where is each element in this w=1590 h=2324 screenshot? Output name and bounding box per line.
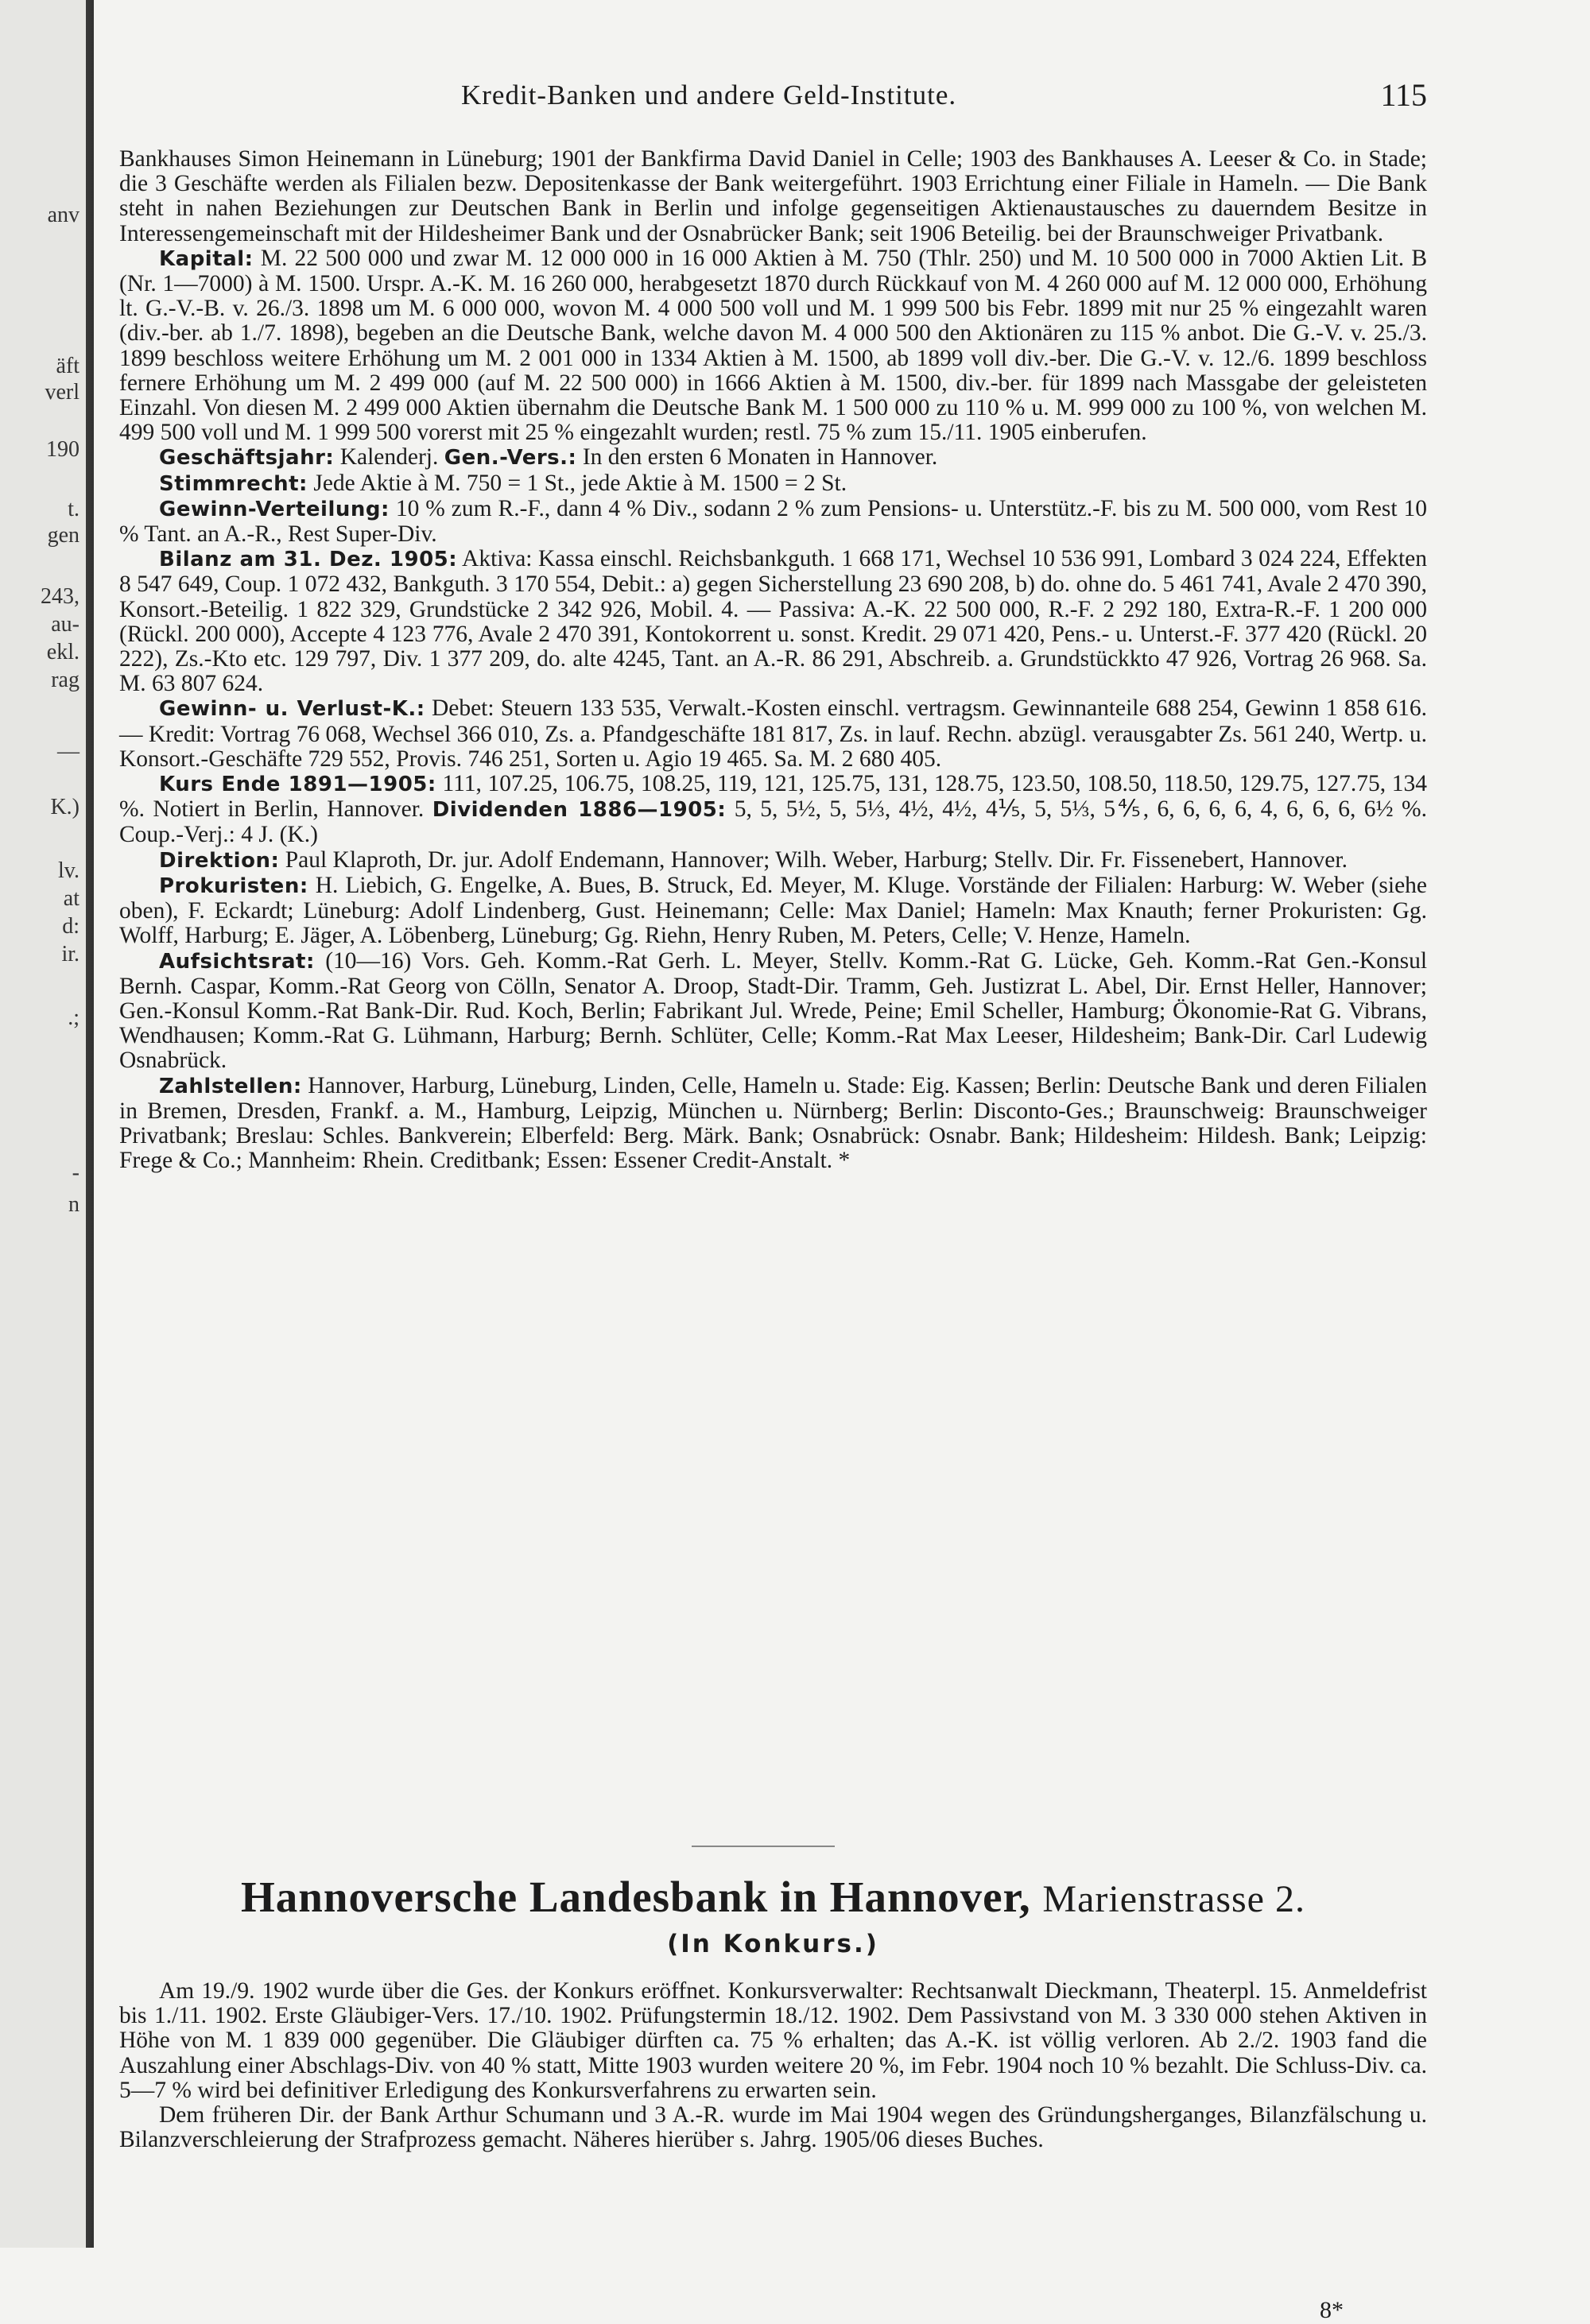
entry-paragraph: Dem früheren Dir. der Bank Arthur Schumann und 3 A.-R. wurde im Mai 1904 wegen des Gründungsherganges, Bilanzfälschung u. Bilanzverschleierung der Strafprozess gemacht. Näheres hierüber s. Jahrg. 1905/06 dieses Buches. xyxy=(119,2102,1427,2153)
field-label: Stimmrecht: xyxy=(159,471,308,496)
entry-paragraph xyxy=(119,1074,1427,1174)
entry-paragraph xyxy=(119,497,1427,547)
entry-paragraph xyxy=(119,696,1427,772)
paragraph-text: Kalenderj. xyxy=(339,444,439,471)
page-number: 115 xyxy=(1380,77,1427,113)
gutter-fragment: t. xyxy=(68,497,80,521)
entry-paragraph xyxy=(119,873,1427,949)
bank-entry-body xyxy=(119,147,1427,1173)
gutter-fragment: rag xyxy=(51,668,80,692)
gutter-fragment: - xyxy=(72,1160,80,1185)
gutter-fragment: .; xyxy=(68,1005,80,1030)
konkurs-entry-body xyxy=(119,1979,1427,2152)
field-label: Prokuristen: xyxy=(159,873,308,898)
field-label: Zahlstellen: xyxy=(159,1074,302,1098)
entry-paragraph xyxy=(119,246,1427,446)
field-label: Gen.-Vers.: xyxy=(444,446,577,471)
running-title: Kredit-Banken und andere Geld-Institute. xyxy=(461,79,957,110)
paragraph-text: 5, 5, 5½, 5, 5⅓, 4½, 4½, 4⅕, 5, 5⅓, 5⅘, 6, 6, 6, 6, 4, 6, 6, 6, 6½ %. Coup.-Verj.: 4 J. (K.) xyxy=(119,796,1428,848)
gutter-fragment: lv. xyxy=(58,858,80,883)
gutter-fragment: at xyxy=(63,886,80,911)
paragraph-text: 111, 107.25, 106.75, 108.25, 119, 121, 125.75, 131, 128.75, 123.50, 108.50, 118.50, 129.75, 127.75, 134 %. Notiert in Berlin, Hannover. xyxy=(119,771,1428,823)
signature-mark: 8* xyxy=(1320,2297,1344,2323)
paragraph-text: (10—16) Vors. Geh. Komm.-Rat Gerh. L. Meyer, Stellv. Komm.-Rat G. Lücke, Geh. Komm.-Rat Gen.-Konsul Bernh. Caspar, Komm.-Rat Georg von Cölln, Senator A. Droop, Stadt-Dir. Tramm, Geh. Justizrat L. Abel, Dir. Ernst Heller, Hannover; Gen.-Konsul Komm.-Rat Bank-Dir. Rud. Koch, Berlin; Fabrikant Jul. Wrede, Peine; Emil Scheller, Hamburg; Ökonomie-Rat G. Vibrans, Wendhausen; Komm.-Rat G. Lühmann, Harburg; Bernh. Schlüter, Celle; Komm.-Rat Max Leeser, Hildesheim; Bank-Dir. Carl Ludewig Osnabrück. xyxy=(119,947,1428,1074)
gutter-fragment: n xyxy=(68,1192,80,1217)
entry-paragraph xyxy=(119,949,1427,1074)
entry-paragraph xyxy=(119,471,1427,497)
field-label: Bilanz am 31. Dez. 1905: xyxy=(159,548,458,572)
gutter-fragment: — xyxy=(57,739,80,764)
field-label: Direktion: xyxy=(159,848,280,873)
gutter-fragment: K.) xyxy=(50,795,80,819)
binding-shadow xyxy=(86,0,94,2248)
gutter-fragment: ekl. xyxy=(46,640,80,664)
field-label: Kurs Ende 1891—1905: xyxy=(159,773,436,797)
entry-paragraph xyxy=(119,848,1427,873)
gutter-fragment: au- xyxy=(51,612,80,637)
gutter-fragment: 243, xyxy=(41,584,80,609)
bank-address: Marienstrasse 2. xyxy=(1042,1878,1305,1920)
field-label: Gewinn- u. Verlust-K.: xyxy=(159,697,425,722)
facing-page-gutter xyxy=(0,0,94,2248)
gutter-fragment: 190 xyxy=(46,437,80,462)
entry-paragraph xyxy=(119,445,1427,471)
field-label: Kapital: xyxy=(159,246,254,271)
paragraph-text: 10 % zum R.-F., dann 4 % Div., sodann 2 % zum Pensions- u. Unterstütz.-F. bis zu M. 500 000, vom Rest 10 % Tant. an A.-R., Rest Super-Div. xyxy=(119,495,1427,548)
gutter-fragment: anv xyxy=(47,203,80,227)
paragraph-text: Aktiva: Kassa einschl. Reichsbankguth. 1 668 171, Wechsel 10 536 991, Lombard 3 024 224, Effekten 8 547 649, Coup. 1 072 432, Bankguth. 3 170 554, Debit.: a) gegen Sicherstellung 23 690 208, b) do. ohne do. 5 461 741, Avale 2 470 390, Konsort.-Beteilig. 1 822 329, Grundstücke 2 342 926, Mobil. 4. — Passiva: A.-K. 22 500 000, R.-F. 2 292 180, Extra-R.-F. 1 200 000 (Rückl. 200 000), Accepte 4 123 776, Avale 2 470 391, Kontokorrent u. sonst. Kredit. 29 071 420, Pens.- u. Unterst.-F. 377 420 (Rückl. 20 222), Zs.-Kto etc. 129 797, Div. 1 377 209, do. alte 4245, Tant. an A.-R. 86 291, Abschreib. a. Grundstückkto 47 926, Vortrag 26 968. Sa. M. 63 807 624. xyxy=(119,546,1428,697)
paragraph-text: Paul Klaproth, Dr. jur. Adolf Endemann, Hannover; Wilh. Weber, Harburg; Stellv. Dir. Fr. Fissenebert, Hannover. xyxy=(285,846,1348,873)
bank-name: Hannoversche Landesbank in Hannover, xyxy=(241,1873,1031,1921)
gutter-fragment: äft xyxy=(56,354,80,378)
entry-paragraph xyxy=(119,147,1427,246)
field-label: Aufsichtsrat: xyxy=(159,949,315,974)
gutter-fragment: verl xyxy=(45,380,80,405)
field-label: Gewinn-Verteilung: xyxy=(159,497,390,521)
field-label: Geschäftsjahr: xyxy=(159,446,335,471)
document-page xyxy=(119,72,1428,2323)
field-label: Dividenden 1886—1905: xyxy=(432,798,727,823)
section-subtitle: (In Konkurs.) xyxy=(667,1930,879,1958)
paragraph-text: Debet: Steuern 133 535, Verwalt.-Kosten einschl. vertragsm. Gewinnanteile 688 254, Gewinn 1 858 616. — Kredit: Vortrag 76 068, Wechsel 366 010, Zs. a. Pfandgeschäfte 181 817, Zs. in lauf. Rechn. abzügl. verausgabter Zs. 561 240, Wertp. u. Konsort.-Geschäfte 729 552, Provis. 746 251, Sorten u. Agio 19 465. Sa. M. 2 680 405. xyxy=(119,695,1428,772)
running-head xyxy=(119,72,1427,111)
section-divider xyxy=(692,1846,835,1847)
entry-paragraph xyxy=(119,772,1427,848)
paragraph-text: Jede Aktie à M. 750 = 1 St., jede Aktie à M. 1500 = 2 St. xyxy=(313,470,847,496)
entry-paragraph: Am 19./9. 1902 wurde über die Ges. der Konkurs eröffnet. Konkursverwalter: Rechtsanwalt Dieckmann, Theaterpl. 15. Anmeldefrist bis 1./11. 1902. Erste Gläubiger-Vers. 17./10. 1902. Prüfungstermin 18./12. 1902. Dem Passivstand von M. 3 330 000 stehen Aktiven in Höhe von M. 1 839 000 gegenüber. Die Gläubiger dürften ca. 75 % erhalten; das A.-K. ist völlig verloren. Ab 2./2. 1903 fand die Auszahlung einer Abschlags-Div. von 40 % statt, Mitte 1903 wurden weitere 20 %, im Febr. 1904 noch 10 % bezahlt. Die Schluss-Div. ca. 5—7 % wird bei definitiver Erledigung des Konkursverfahrens zu erwarten sein. xyxy=(119,1978,1427,2103)
paragraph-text: M. 22 500 000 und zwar M. 12 000 000 in 16 000 Aktien à M. 750 (Thlr. 250) und M. 10 500 000 in 7000 Aktien Lit. B (Nr. 1—7000) à M. 1500. Urspr. A.-K. M. 16 260 000, herabgesetzt 1870 durch Rückkauf von M. 4 260 000 auf M. 12 000 000, Erhöhung lt. G.-V.-B. v. 26./3. 1898 um M. 6 000 000, wovon M. 4 000 500 voll und M. 1 999 500 bis Febr. 1899 mit nur 25 % eingezahlt waren (div.-ber. ab 1./7. 1898), begeben an die Deutsche Bank, welche davon M. 4 000 500 den Aktionären zu 115 % anbot. Die G.-V. v. 25./3. 1899 beschloss weitere Erhöhung um M. 2 001 000 in 1334 Aktien à M. 1500, ab 1899 voll div.-ber. Die G.-V. v. 12./6. 1899 beschloss fernere Erhöhung um M. 2 499 000 (auf M. 22 500 000) in 1666 Aktien à M. 1500, div.-ber. für 1899 nach Massgabe der geleisteten Einzahl. Von diesen M. 2 499 000 Aktien übernahm die Deutsche Bank M. 1 500 000 zu 110 % u. M. 999 000 zu 100 %, von welchen M. 499 500 voll und M. 1 999 500 vorerst mit 25 % eingezahlt wurden; restl. 75 % zum 15./11. 1905 einberufen. xyxy=(119,245,1427,446)
entry-paragraph xyxy=(119,547,1427,696)
paragraph-text: Hannover, Harburg, Lüneburg, Linden, Celle, Hameln u. Stade: Eig. Kassen; Berlin: Deutsche Bank und deren Filialen in Bremen, Dresden, Frankf. a. M., Hamburg, Leipzig, München u. Nürnberg; Berlin: Disconto-Ges.; Braunschweig: Braunschweiger Privatbank; Breslau: Schles. Bankverein; Elberfeld: Berg. Märk. Bank; Osnabrück: Osnabr. Bank; Hildesheim: Hildesh. Bank; Leipzig: Frege & Co.; Mannheim: Rhein. Creditbank; Essen: Essener Credit-Anstalt. * xyxy=(119,1072,1427,1174)
paragraph-text: H. Liebich, G. Engelke, A. Bues, B. Struck, Ed. Meyer, M. Kluge. Vorstände der Filialen: Harburg: W. Weber (siehe oben), F. Eckardt; Lüneburg: Adolf Lindenberg, Gust. Heinemann; Celle: Max Daniel; Hameln: Max Knauth; ferner Prokuristen: Gg. Wolff, Harburg; E. Jäger, A. Löbenberg, Lüneburg; Gg. Riehn, Henry Ruben, M. Peters, Celle; V. Henze, Hameln. xyxy=(119,872,1428,949)
gutter-fragment: d: xyxy=(62,914,80,939)
paragraph-text: Bankhauses Simon Heinemann in Lüneburg; 1901 der Bankfirma David Daniel in Celle; 1903 des Bankhauses A. Leeser & Co. in Stade; die 3 Geschäfte werden als Filialen bezw. Depositenkasse der Bank weitergeführt. 1903 Errichtung einer Filiale in Hameln. — Die Bank steht in nahen Beziehungen zur Deutschen Bank in Berlin und infolge gegenseitigen Aktienaustausches zu dauerndem Besitze in Interessengemeinschaft mit der Hildesheimer Bank und der Osnabrücker Bank; seit 1906 Beteilig. bei der Braunschweiger Privatbank. xyxy=(119,146,1427,246)
gutter-fragment: gen xyxy=(47,523,80,548)
paragraph-text: In den ersten 6 Monaten in Hannover. xyxy=(582,444,938,471)
gutter-fragment: ir. xyxy=(61,942,80,966)
section-title xyxy=(119,1872,1427,1922)
